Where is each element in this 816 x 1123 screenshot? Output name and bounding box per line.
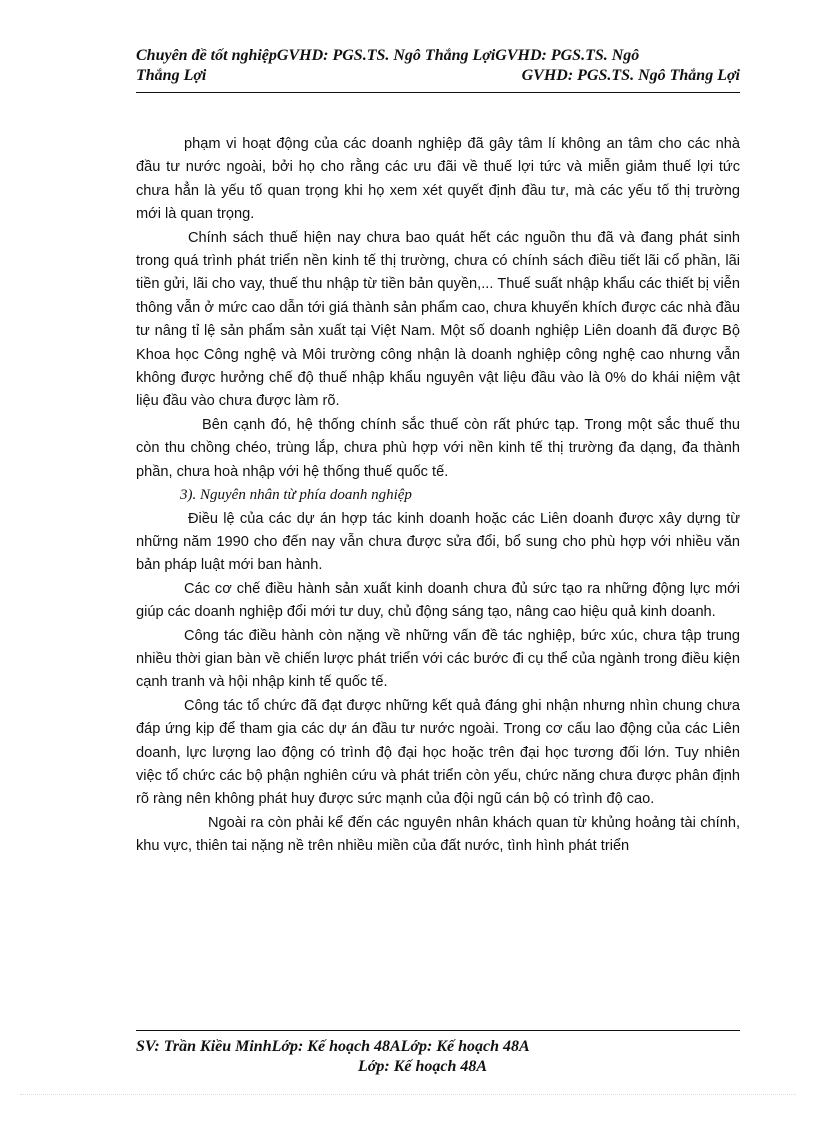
header-divider: [136, 92, 740, 93]
body-paragraph-2: Chính sách thuế hiện nay chưa bao quát hết các nguồn thu đã và đang phát sinh trong quá trình phát triển nền kinh tế thị trường, chưa có chính sách điều tiết lãi cổ phần, lãi tiền gửi, lãi cho vay, thuế thu nhập từ tiền bản quyền,... Thuế suất nhập khẩu các thiết bị viễn thông vẫn ở mức cao dẫn tới giá thành sản phẩm cao, chưa khuyến khích được các nhà đầu tư nâng tỉ lệ sản phẩm sản xuất tại Việt Nam. Một số doanh nghiệp Liên doanh đã được Bộ Khoa học Công nghệ và Môi trường công nhận là doanh nghiệp công nghệ cao nhưng vẫn không được hưởng chế độ thuế nhập khẩu nguyên vật liệu đầu vào là 0% do khái niệm vật liệu đầu vào chưa được làm rõ.: [136, 229, 740, 410]
body-paragraph-8: Ngoài ra còn phải kể đến các nguyên nhân khách quan từ khủng hoảng tài chính, khu vực, thiên tai nặng nề trên nhiều miền của đất nước, tình hình phát triển: [136, 814, 740, 855]
footer-line-1: SV: Trần Kiều MinhLớp: Kế hoạch 48ALớp: Kế hoạch 48A: [136, 1038, 530, 1055]
page-footer: [136, 1037, 740, 1077]
body-paragraph-7: Công tác tổ chức đã đạt được những kết quả đáng ghi nhận nhưng nhìn chung chưa đáp ứng kịp để tham gia các dự án đầu tư nước ngoài. Trong cơ cấu lao động của các Liên doanh, lực lượng lao động có trình độ đại học hoặc trên đại học tương đối lớn. Tuy nhiên việc tổ chức các bộ phận nghiên cứu và phát triển còn yếu, chức năng chưa được phân định rõ ràng nên không phát huy được sức mạnh của đội ngũ cán bộ có trình độ cao.: [136, 697, 740, 808]
body-paragraph-1: phạm vi hoạt động của các doanh nghiệp đã gây tâm lí không an tâm cho các nhà đầu tư nước ngoài, bởi họ cho rằng các ưu đãi về thuế lợi tức và miễn giảm thuế lợi tức chưa hẳn là yếu tố quan trọng khi họ xem xét quyết định đầu tư, mà các yếu tố thị trường mới là quan trọng.: [136, 136, 740, 223]
page-bottom-dotted-border: [20, 1094, 796, 1095]
header-line-2: [136, 66, 740, 86]
header-line-2-right: GVHD: PGS.TS. Ngô Thắng Lợi: [521, 67, 740, 84]
body-paragraph-3: Bên cạnh đó, hệ thống chính sắc thuế còn rất phức tạp. Trong một sắc thuế thu còn thu chồng chéo, trùng lắp, chưa phù hợp với nền kinh tế thị trường đa dạng, đa thành phần, chưa hoà nhập với hệ thống thuế quốc tế.: [136, 416, 740, 480]
footer-divider: [136, 1030, 740, 1031]
header-line-1: [136, 46, 740, 66]
footer-line-2: Lớp: Kế hoạch 48A: [358, 1058, 488, 1075]
section-heading: 3). Nguyên nhân từ phía doanh nghiệp: [180, 487, 412, 504]
document-body: [136, 133, 740, 859]
page-header: [136, 46, 740, 86]
header-line-1-text: Chuyên đề tốt nghiệpGVHD: PGS.TS. Ngô Thắng LợiGVHD: PGS.TS. Ngô: [136, 47, 640, 64]
body-paragraph-4: Điều lệ của các dự án hợp tác kinh doanh hoặc các Liên doanh được xây dựng từ những năm 1990 cho đến nay vẫn chưa được sửa đổi, bổ sung cho phù hợp với nhiều văn bản pháp luật mới ban hành.: [136, 510, 740, 574]
header-line-2-left: Thắng Lợi: [136, 67, 207, 84]
body-paragraph-5: Các cơ chế điều hành sản xuất kinh doanh chưa đủ sức tạo ra những động lực mới giúp các doanh nghiệp đổi mới tư duy, chủ động sáng tạo, nâng cao hiệu quả kinh doanh.: [136, 580, 740, 621]
body-paragraph-6: Công tác điều hành còn nặng về những vấn đề tác nghiệp, bức xúc, chưa tập trung nhiều thời gian bàn về chiến lược phát triển với các bước đi cụ thể của ngành trong điều kiện cạnh tranh và hội nhập kinh tế quốc tế.: [136, 627, 740, 691]
